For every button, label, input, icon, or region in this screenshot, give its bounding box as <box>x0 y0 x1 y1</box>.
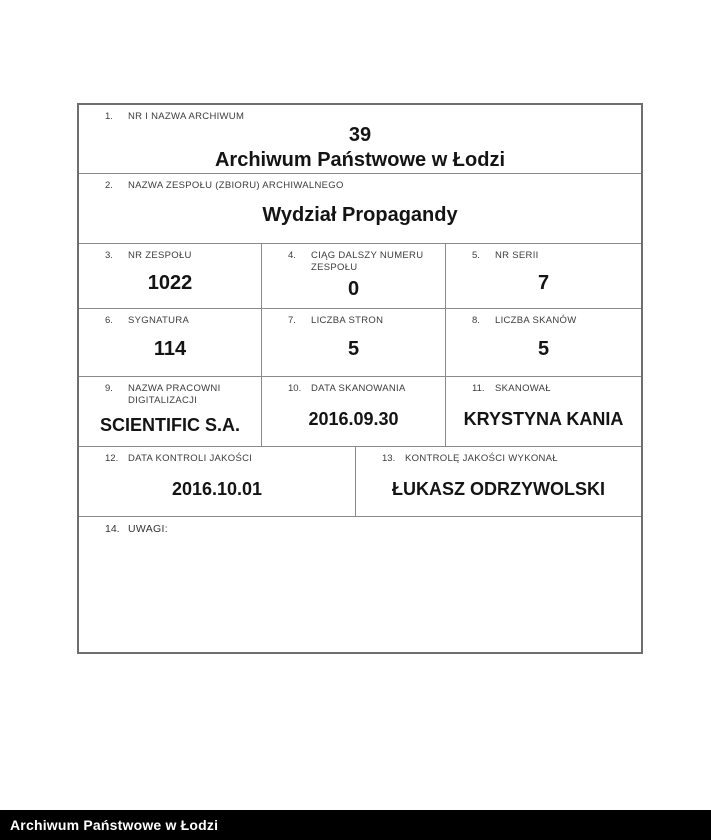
form-row-5 <box>79 376 641 446</box>
field-12-value: 2016.10.01 <box>171 478 263 499</box>
field-13-label: KONTROLĘ JAKOŚCI WYKONAŁ <box>405 453 558 464</box>
field-14-label: UWAGI: <box>128 523 168 535</box>
field-10-value: 2016.09.30 <box>308 408 399 429</box>
footer-archive-title: Archiwum Państwowe w Łodzi <box>10 817 219 833</box>
field-13-cell <box>355 447 641 516</box>
field-6-label: SYGNATURA <box>128 315 190 326</box>
field-8-cell <box>445 309 641 376</box>
field-5-cell <box>445 244 641 308</box>
field-6-value: 114 <box>153 338 187 360</box>
fonds-name: Wydział Propagandy <box>262 204 458 226</box>
form-row-6 <box>79 446 641 516</box>
field-7-label: LICZBA STRON <box>311 315 384 326</box>
field-11-label-row <box>472 383 633 395</box>
field-14-number: 14. <box>105 523 120 535</box>
field-13-number: 13. <box>382 453 396 464</box>
field-14-label-row <box>105 523 633 535</box>
field-7-label-row <box>288 315 437 327</box>
field-2-label-row <box>105 180 633 192</box>
field-7-value: 5 <box>347 338 360 360</box>
field-1-label: NR I NAZWA ARCHIWUM <box>128 111 245 122</box>
field-4-number: 4. <box>288 250 296 261</box>
field-10-label-row <box>288 383 437 395</box>
field-4-label: CIĄG DALSZY NUMERU ZESPOŁU <box>311 250 424 273</box>
footer-bar <box>0 810 711 840</box>
field-6-cell <box>79 309 261 376</box>
form-row-1 <box>79 105 641 173</box>
field-4-cell <box>261 244 445 308</box>
field-12-number: 12. <box>105 453 119 464</box>
field-6-number: 6. <box>105 315 113 326</box>
field-5-label-row <box>472 250 633 262</box>
field-3-label: NR ZESPOŁU <box>128 250 192 261</box>
field-12-cell <box>79 447 355 516</box>
field-5-label: NR SERII <box>495 250 539 261</box>
field-3-cell <box>79 244 261 308</box>
form-row-3 <box>79 243 641 308</box>
field-14-value <box>79 535 641 648</box>
field-3-number: 3. <box>105 250 113 261</box>
field-9-label-row <box>105 383 253 407</box>
field-10-cell <box>261 377 445 446</box>
field-5-number: 5. <box>472 250 480 261</box>
field-9-value: SCIENTIFIC S.A. <box>99 414 240 435</box>
field-8-label-row <box>472 315 633 327</box>
field-4-label-row <box>288 250 437 274</box>
field-2-label: NAZWA ZESPOŁU (ZBIORU) ARCHIWALNEGO <box>128 180 344 191</box>
field-1-number: 1. <box>105 111 113 122</box>
field-9-number: 9. <box>105 383 113 394</box>
field-11-value: KRYSTYNA KANIA <box>463 408 624 429</box>
field-10-number: 10. <box>288 383 302 394</box>
field-13-label-row <box>382 453 633 465</box>
field-11-cell <box>445 377 641 446</box>
field-1-label-row <box>105 111 633 123</box>
archive-number: 39 <box>348 124 372 146</box>
field-9-cell <box>79 377 261 446</box>
archive-name: Archiwum Państwowe w Łodzi <box>214 149 506 171</box>
field-1-value <box>79 123 641 173</box>
field-9-label: NAZWA PRACOWNI DIGITALIZACJI <box>128 383 221 406</box>
field-6-label-row <box>105 315 253 327</box>
field-1-cell <box>79 105 641 173</box>
field-11-label: SKANOWAŁ <box>495 383 551 394</box>
field-12-label: DATA KONTROLI JAKOŚCI <box>128 453 253 464</box>
field-11-number: 11. <box>472 383 485 394</box>
field-7-number: 7. <box>288 315 296 326</box>
field-13-value: ŁUKASZ ODRZYWOLSKI <box>392 478 605 499</box>
field-4-value: 0 <box>347 277 360 300</box>
field-5-value: 7 <box>537 271 550 294</box>
archive-metadata-form <box>77 103 643 654</box>
field-2-cell <box>79 174 641 243</box>
field-8-label: LICZBA SKANÓW <box>495 315 577 326</box>
form-row-7 <box>79 516 641 652</box>
field-7-cell <box>261 309 445 376</box>
form-row-2 <box>79 173 641 243</box>
form-row-4 <box>79 308 641 376</box>
field-10-label: DATA SKANOWANIA <box>311 383 406 394</box>
field-8-value: 5 <box>537 338 550 360</box>
field-2-number: 2. <box>105 180 113 191</box>
field-12-label-row <box>105 453 347 465</box>
field-8-number: 8. <box>472 315 480 326</box>
field-3-value: 1022 <box>147 271 193 294</box>
field-3-label-row <box>105 250 253 262</box>
field-2-value <box>79 192 641 239</box>
field-14-cell <box>79 517 641 652</box>
